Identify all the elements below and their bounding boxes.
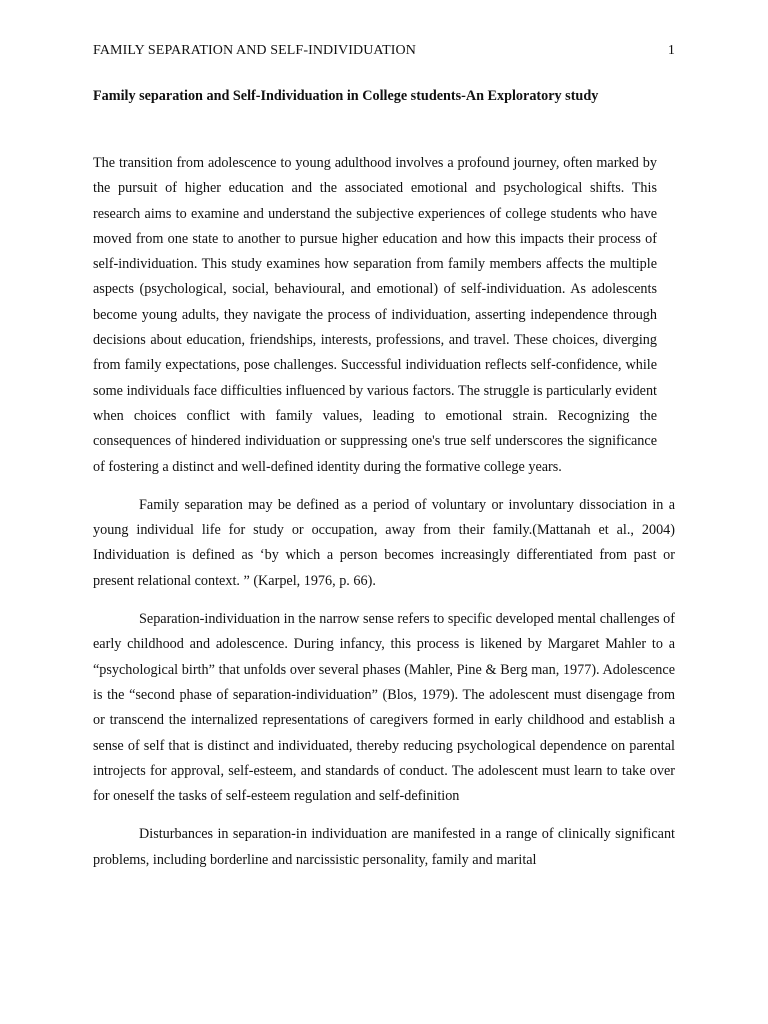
page-number: 1 (667, 43, 675, 58)
running-head-title: FAMILY SEPARATION AND SELF-INDIVIDUATION (93, 43, 416, 58)
paragraph-definitions: Family separation may be defined as a period of voluntary or involuntary dissociation in a young individual life for study or occupation, away from their family.(Mattanah et al., 2004) Individuation is defined as ‘by which a person becomes increasingly differentiated from past or present relational context. ” (Karpel, 1976, p. 66). (93, 496, 675, 589)
running-head (93, 43, 675, 63)
document-title: Family separation and Self-Individuation in College students-An Exploratory study (93, 88, 599, 104)
body-text (93, 151, 675, 873)
paragraph-abstract: The transition from adolescence to young adulthood involves a profound journey, often marked by the pursuit of higher education and the associated emotional and psychological shifts. This research aims to examine and understand the subjective experiences of college students who have moved from one state to another to pursue higher education and how this impacts their process of self-individuation. This study examines how separation from family members affects the multiple aspects (psychological, social, behavioural, and emotional) of self-individuation. As adolescents become young adults, they navigate the process of individuation, asserting independence through decisions about education, friendships, interests, professions, and travel. These choices, diverging from family expectations, pose challenges. Successful individuation reflects self-confidence, while some individuals face difficulties influenced by various factors. The struggle is particularly evident when choices conflict with family values, leading to emotional strain. Recognizing the consequences of hindered individuation or suppressing one's true self underscores the significance of fostering a distinct and well-defined identity during the formative college years. (93, 155, 657, 475)
paragraph-separation-individuation: Separation-individuation in the narrow sense refers to specific developed mental challenges of early childhood and adolescence. During infancy, this process is likened by Margaret Mahler to a “psychological birth” that unfolds over several phases (Mahler, Pine & Berg man, 1977). Adolescence is the “second phase of separation-individuation” (Blos, 1979). The adolescent must disengage from or transcend the internalized representations of caregivers formed in early childhood and establish a sense of self that is distinct and individuated, thereby reducing psychological dependence on parental introjects for approval, self-esteem, and standards of conduct. The adolescent must learn to take over for oneself the tasks of self-esteem regulation and self-definition (93, 611, 675, 805)
paragraph-disturbances: Disturbances in separation-in individuation are manifested in a range of clinically significant problems, including borderline and narcissistic personality, family and marital (93, 826, 675, 868)
